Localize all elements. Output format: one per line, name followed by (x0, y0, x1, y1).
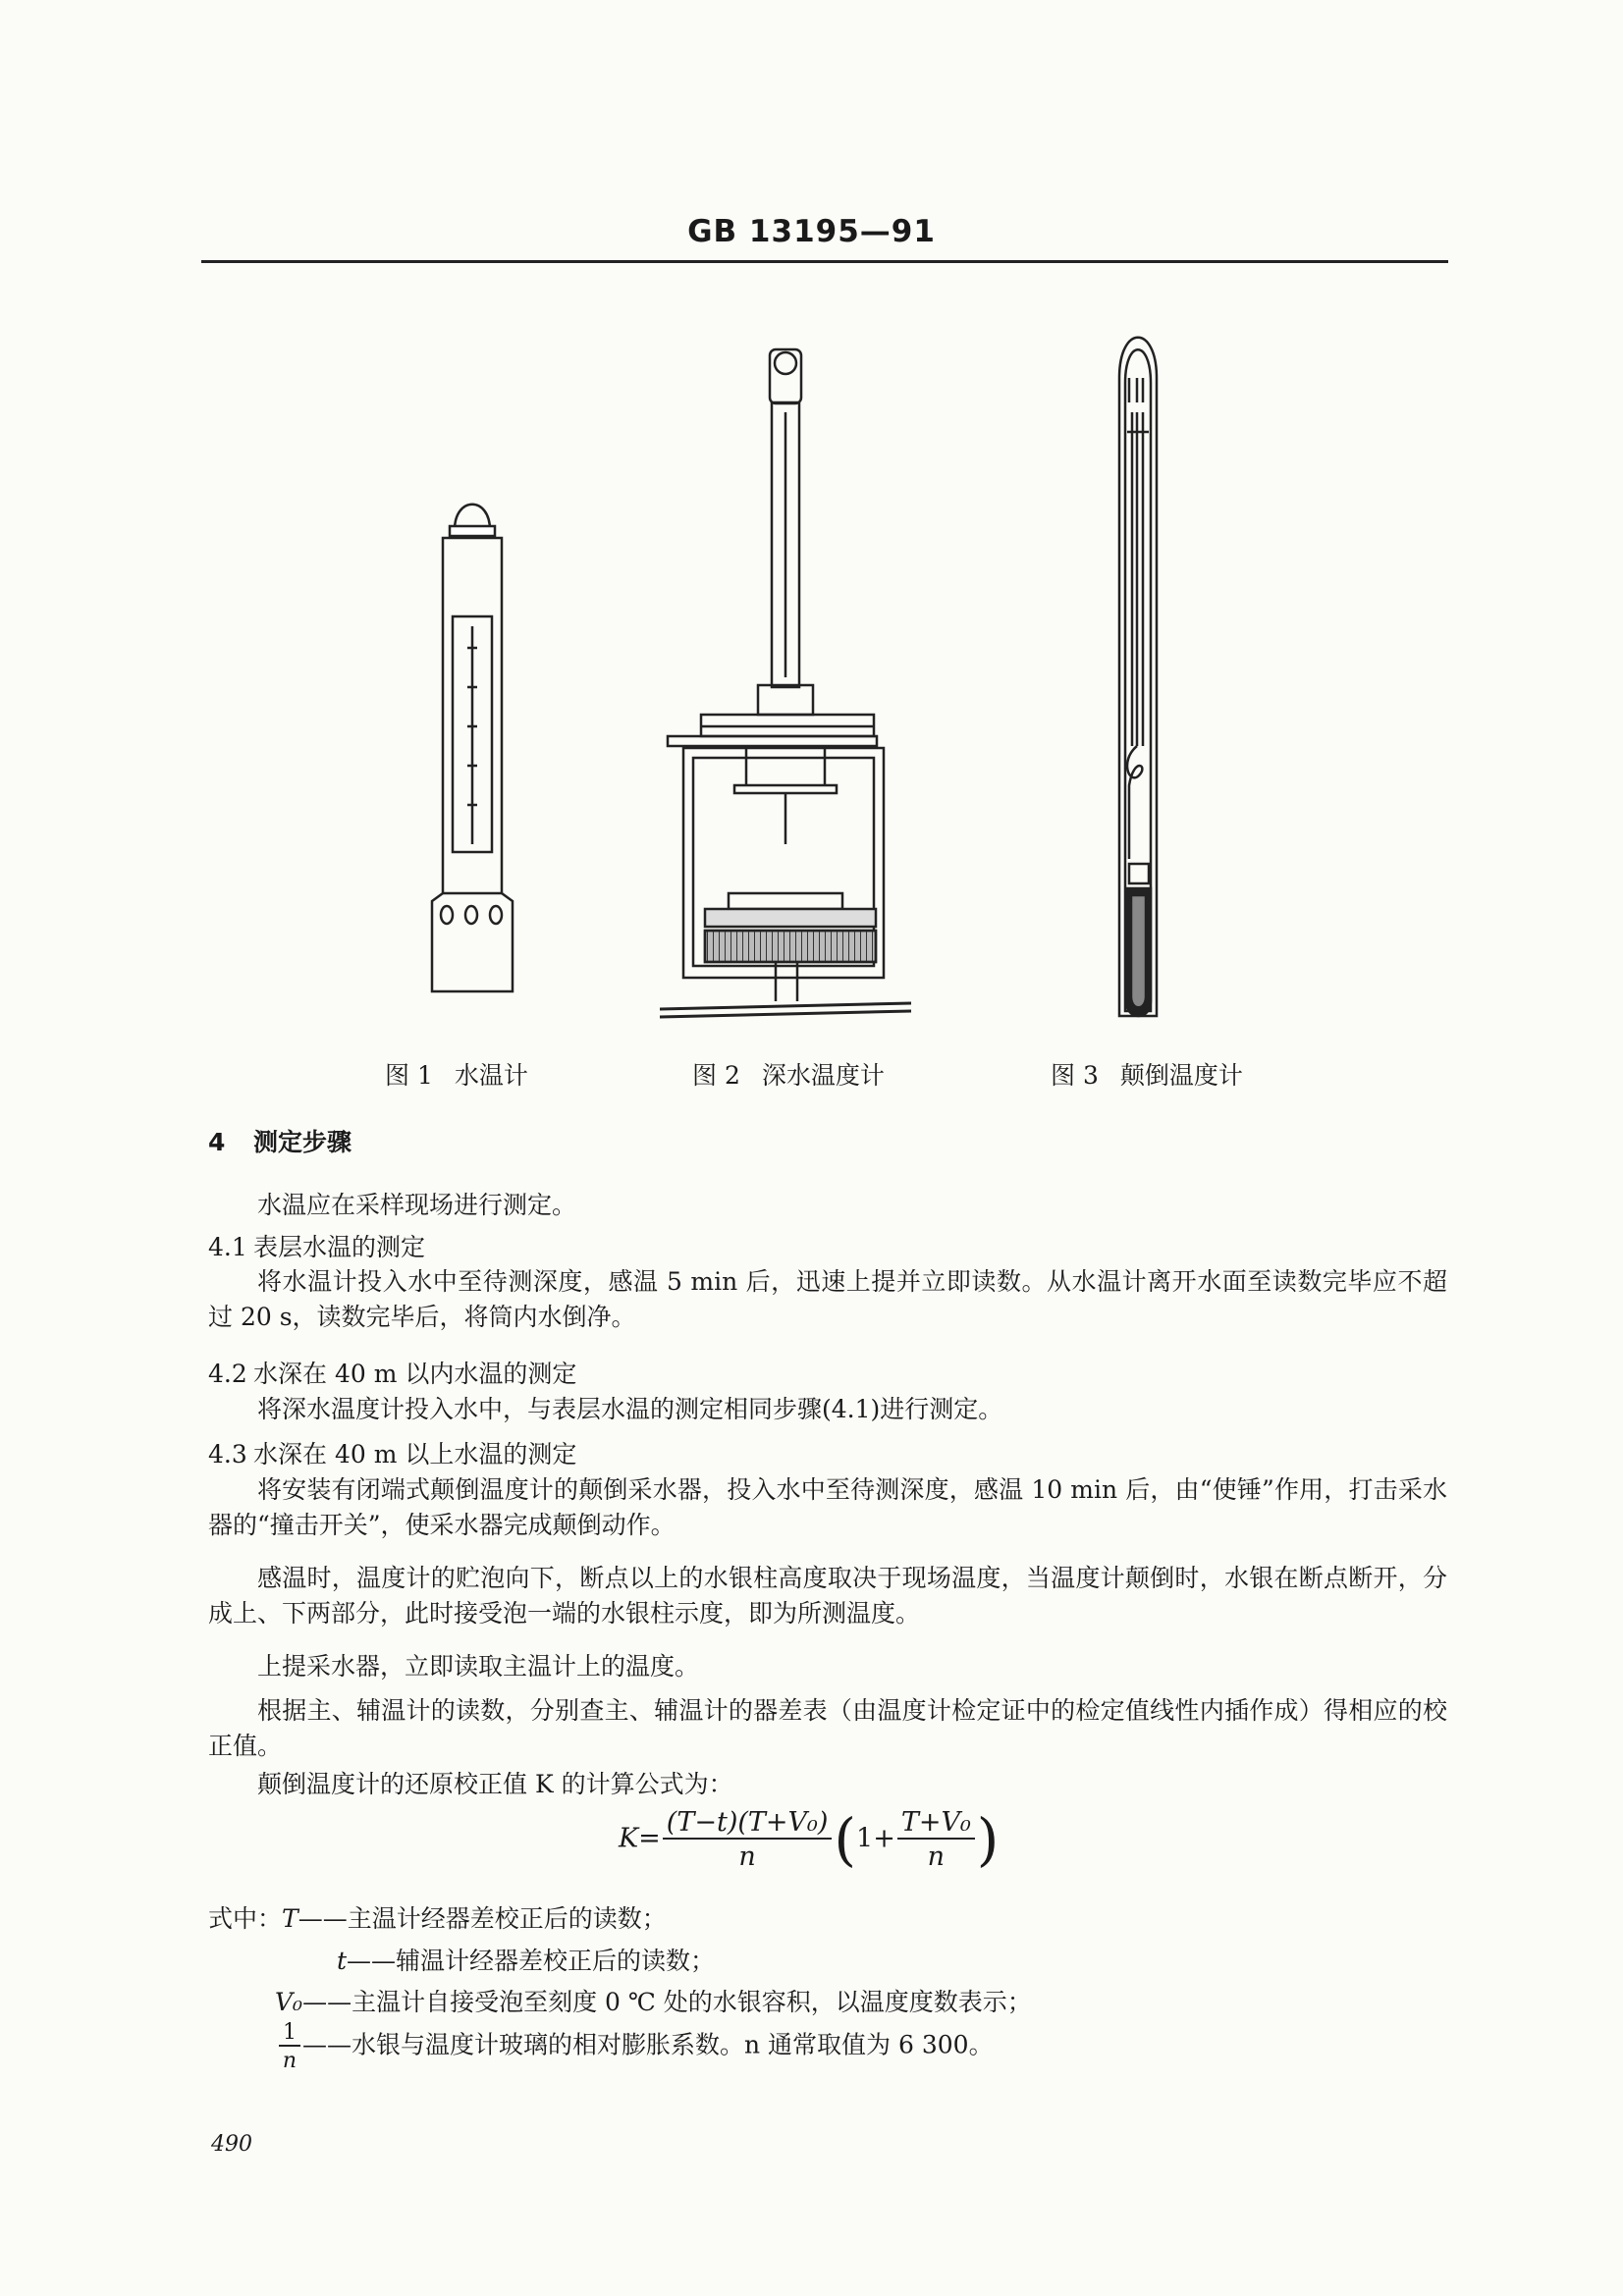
correction-formula: K= $\frac{\text{(T−t)(T+V₀)}}{n}$ (1+ $\frac{\text{T+V₀}}{n}$ ) (619, 1806, 1000, 1873)
section-4-3-paragraph-3: 上提采水器，立即读取主温计上的温度。 (257, 1652, 700, 1681)
figure-1-caption: 图 1 水温计 (385, 1061, 528, 1090)
definition-t: t——辅温计经器差校正后的读数； (337, 1947, 716, 1975)
section-4-1-heading: 4.1 表层水温的测定 (208, 1233, 426, 1261)
definition-T: 式中：T——主温计经器差校正后的读数； (208, 1904, 667, 1933)
definition-V0: V₀——主温计自接受泡至刻度 0 ℃ 处的水银容积，以温度度数表示； (275, 1988, 1032, 2016)
page-number: 490 (211, 2132, 252, 2157)
section-4-3-heading: 4.3 水深在 40 m 以上水温的测定 (208, 1440, 577, 1468)
section-4-2-heading: 4.2 水深在 40 m 以内水温的测定 (208, 1360, 577, 1388)
section-4-3-paragraph-4: 根据主、辅温计的读数，分别查主、辅温计的器差表（由温度计检定证中的检定值线性内插作成）得相应的校正值。 (208, 1696, 1447, 1760)
reversing-thermometer-figure (1119, 338, 1157, 1016)
standard-code: GB 13195—91 (687, 214, 936, 249)
section-4-3-paragraph-1: 将安装有闭端式颠倒温度计的颠倒采水器，投入水中至待测深度，感温 10 min 后，由“使锤”作用，打击采水器的“撞击开关”，使采水器完成颠倒动作。 (208, 1475, 1447, 1539)
section-4-heading: 4 测定步骤 (208, 1128, 352, 1156)
water-thermometer-figure (432, 505, 513, 991)
figure-3-caption: 图 3 颠倒温度计 (1051, 1061, 1243, 1090)
section-4-1-text: 将水温计投入水中至待测深度，感温 5 min 后，迅速上提并立即读数。从水温计离开水面至读数完毕应不超过 20 s，读数完毕后，将筒内水倒净。 (208, 1267, 1447, 1331)
section-4-2-text: 将深水温度计投入水中，与表层水温的测定相同步骤(4.1)进行测定。 (257, 1395, 1003, 1423)
definition-one-over-n: $\frac{1}{n}$ ——水银与温度计玻璃的相对膨胀系数。n 通常取值为 6 300。 (277, 2020, 994, 2073)
figure-2-caption: 图 2 深水温度计 (692, 1061, 885, 1090)
deep-water-thermometer-figure (660, 349, 911, 1017)
section-4-3-paragraph-5: 颠倒温度计的还原校正值 K 的计算公式为： (257, 1770, 733, 1798)
figures-illustration (0, 0, 1623, 1041)
section-4-3-paragraph-2: 感温时，温度计的贮泡向下，断点以上的水银柱高度取决于现场温度，当温度计颠倒时，水银在断点断开，分成上、下两部分，此时接受泡一端的水银柱示度，即为所测温度。 (208, 1564, 1447, 1628)
section-4-intro: 水温应在采样现场进行测定。 (257, 1191, 577, 1219)
